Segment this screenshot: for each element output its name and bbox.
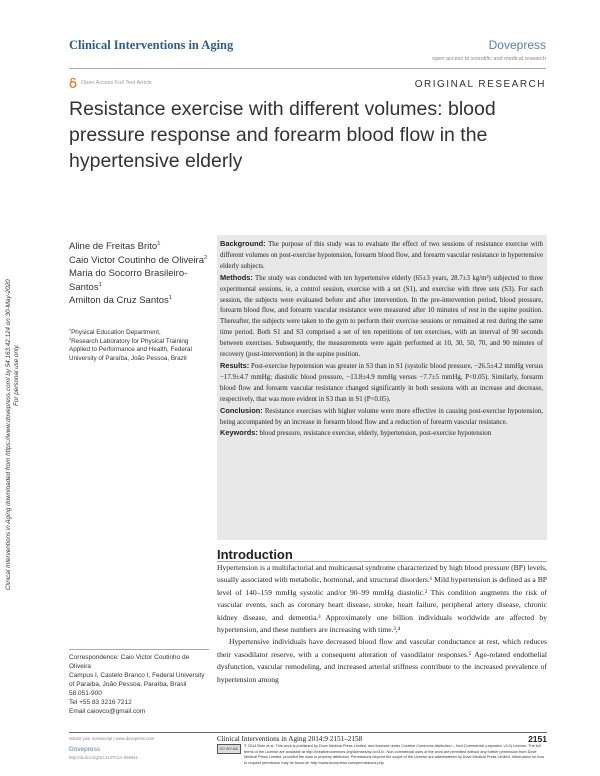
- journal-name: Clinical Interventions in Aging: [69, 38, 234, 52]
- correspondence-line: Tel +55 83 3216 7212: [69, 699, 132, 706]
- author: [69, 294, 209, 308]
- abstract-text: Post-exercise hypotension was greater in S3 than in S1 (systolic blood pressure, −26.5±4.2 mmHg versus −17.9±4.7 mmHg; diastolic blood pressure, −13.8±4.9 mmHg versus −7.7±5 mmHg, P<0.05). Similarly, forearm blood flow and forearm vascular resistance changed significantly in both sessions with an increase and decrease, respectively, that was more evident in S3 than in S1 (P<0.05).: [220, 362, 543, 403]
- correspondence-block: [69, 653, 209, 716]
- abstract-conclusion: [220, 406, 543, 429]
- abstract-text: Resistance exercises with higher volume were more effective in causing post-exercise hypotension, being accompanied by an increase in forearm blood flow and a reduction of forearm vascular resistance.: [220, 407, 543, 426]
- author: [69, 267, 209, 294]
- license-block: [217, 744, 547, 766]
- author: [69, 240, 209, 254]
- abstract-text: blood pressure, resistance exercise, elderly, hypertension, post-exercise hypotension: [257, 430, 492, 438]
- abstract-label: Conclusion:: [220, 405, 263, 415]
- abstract-label: Results:: [220, 360, 250, 370]
- introduction-body: [217, 562, 547, 686]
- footer-rule: [69, 732, 547, 733]
- side-note-line-1: Clinical Interventions in Aging downloaded from https://www.dovepress.com/ by 54.163.42.124 on 30-May-2020: [5, 279, 12, 590]
- abstract-background: [220, 239, 543, 273]
- abstract-label: Background:: [220, 239, 266, 248]
- affiliation: [69, 327, 209, 341]
- open-access-label: Open Access Full Text Article: [81, 80, 152, 86]
- author-name: Amilton da Cruz Santos: [69, 295, 169, 306]
- author-name: Aline de Freitas Brito: [69, 241, 158, 252]
- doi-link[interactable]: http://dx.doi.org/10.2147/CIA.S69441: [69, 755, 138, 760]
- page-number: 2151: [528, 734, 547, 744]
- creative-commons-icon[interactable]: CC BY-NC: [217, 744, 241, 754]
- download-side-note: [2, 150, 30, 590]
- author-name: Maria do Socorro Brasileiro-Santos: [69, 268, 188, 293]
- paragraph: Hypertensive individuals have decreased blood flow and vascular conductance at rest, which reduces their vasodilator reserve, with a consequent alteration of vasodilator responses.⁵ Age-related endothelial dysfunction, vascular remodeling, and increased arterial stiffness contribute to the increased prevalence of hypertension among: [217, 637, 547, 684]
- abstract-methods: [220, 273, 543, 361]
- article-type: ORIGINAL RESEARCH: [414, 79, 546, 90]
- submit-link[interactable]: submit your manuscript | www.dovepress.com: [69, 736, 155, 741]
- affiliation: [69, 338, 209, 364]
- correspondence-rule: [69, 649, 209, 650]
- author-name: Caio Victor Coutinho de Oliveira: [69, 254, 205, 266]
- header-rule: [69, 68, 546, 69]
- correspondence-line: Campus I, Castelo Branco I, Federal University of Paraíba, João Pessoa, Paraíba, Brasil 58.051-900: [69, 672, 205, 697]
- open-access-icon: [69, 78, 77, 88]
- footer-brand[interactable]: Dovepress: [69, 746, 101, 753]
- author-affil-sup: 1: [157, 240, 161, 247]
- affil-sup: 2: [69, 336, 72, 341]
- affil-text: Research Laboratory for Physical Training Applied to Performance and Health, Federal University of Paraíba, João Pessoa, Brazil: [69, 337, 192, 362]
- author: [69, 254, 209, 268]
- affil-sup: 1: [69, 327, 72, 332]
- correspondence-email[interactable]: Email caiovco@gmail.com: [69, 708, 146, 715]
- abstract-keywords: [220, 428, 543, 440]
- article-title: Resistance exercise with different volumes: blood pressure response and forearm blood flow in the hypertensive elderly: [69, 98, 496, 172]
- affiliations: [69, 329, 209, 363]
- abstract-label: Methods:: [220, 272, 253, 282]
- tagline-line: open access to scientific and medical research: [432, 56, 546, 62]
- author-affil-sup: 1: [168, 294, 172, 301]
- section-heading: Introduction: [217, 547, 293, 562]
- author-affil-sup: 2: [204, 254, 208, 261]
- publisher-brand[interactable]: Dovepress: [488, 38, 546, 52]
- publisher-tagline: [432, 55, 546, 63]
- affil-text: Physical Education Department,: [71, 329, 161, 336]
- open-access-row: [69, 78, 152, 88]
- abstract-text: The study was conducted with ten hypertensive elderly (65±3 years, 28.7±3 kg/m²) subjected to three experimental sessions, ie, a control session, exercise with a set (S1), and exercise with three sets (S3). For each session, the subjects were evaluated before and after intervention. In the pre-intervention period, blood pressure, forearm blood flow, and forearm vascular resistance were measured after 10 minutes of rest in the supine position. Thereafter, the subjects were taken to the gym to perform their exercise sessions or remained at rest during the same time period. Both S1 and S3 comprised a set of ten repetitions of ten exercises, with an interval of 90 seconds between exercises. Subsequently, the measurements were again performed at 10, 30, 50, 70, and 90 minutes of recovery (post-intervention) in the supine position.: [220, 274, 543, 359]
- side-note-line-2: For personal use only.: [13, 344, 20, 406]
- paragraph: Hypertension is a multifactorial and multicausal syndrome characterized by high blood pressure (BP) levels, usually associated with metabolic, hormonal, and structural disorders.¹ Mild hypertension is defined as a BP level of 140–159 mmHg systolic and/or 90–99 mmHg diastolic.² This condition augments the risk of vascular events, such as coronary heart disease, stroke, heart failure, peripheral artery disease, chronic kidney disease, and dementia.³ Approximately one billion individuals worldwide are affected by hypertension, and these numbers are increasing with time.³,⁴: [217, 563, 547, 635]
- author-list: [69, 240, 209, 308]
- author-affil-sup: 1: [98, 281, 102, 288]
- abstract-text: The purpose of this study was to evaluate the effect of two sessions of resistance exercise with different volumes on post-exercise hypotension, forearm blood flow, and forearm vascular resistance in hypertensive elderly subjects.: [220, 241, 543, 270]
- license-text: © 2014 Brito et al. This work is published by Dove Medical Press Limited, and licensed under Creative Commons Attribution – Non Commercial (unported, v3.0) License. The full terms of the License are available at http://creativecommons.org/licenses/by-nc/3.0/. Non-commercial uses of the work are permitted without any further permission from Dove Medical Press Limited, provided the work is properly attributed. Permissions beyond the scope of the License are administered by Dove Medical Press Limited. Information on how to request permission may be found at: http://www.dovepress.com/permissions.php: [244, 744, 545, 765]
- abstract-label: Keywords:: [220, 428, 258, 438]
- abstract-box: [217, 235, 547, 540]
- journal-citation: Clinical Interventions in Aging 2014:9 2151–2158: [217, 735, 363, 743]
- abstract-results: [220, 361, 543, 406]
- correspondence-line: Correspondence: Caio Victor Coutinho de Oliveira: [69, 654, 190, 670]
